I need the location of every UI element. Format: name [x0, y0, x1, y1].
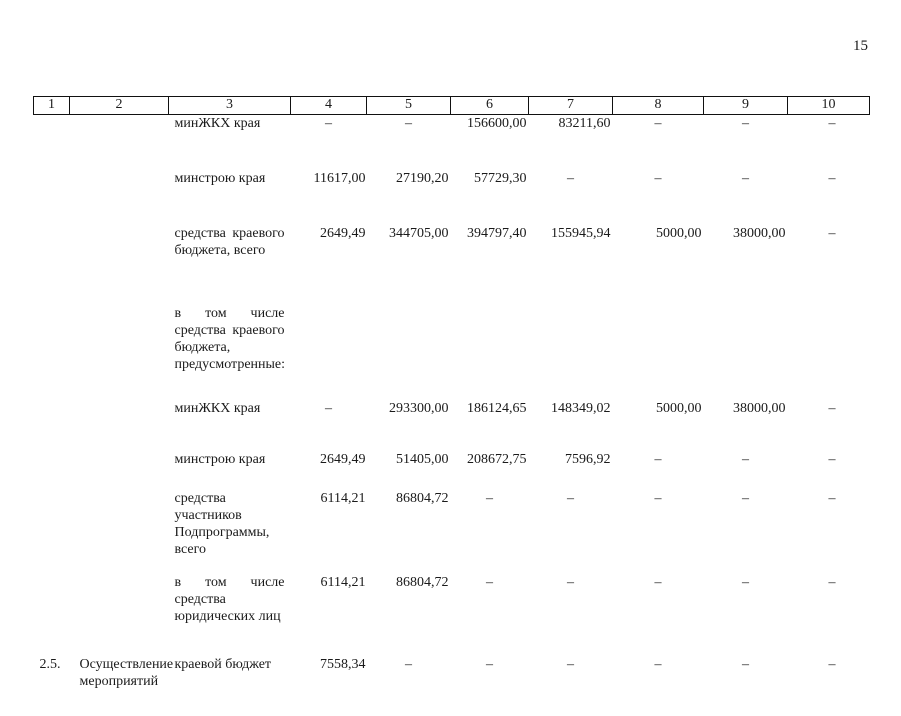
value-cell: 38000,00	[733, 225, 786, 241]
column-header: 2	[70, 97, 169, 115]
value-cell: –	[828, 656, 836, 672]
value-cell: 51405,00	[396, 451, 449, 467]
funding-source: минЖКХ края	[174, 400, 261, 416]
value-cell: –	[742, 170, 749, 186]
value-cell: –	[486, 574, 493, 590]
value-cell: –	[567, 170, 574, 186]
value-cell: –	[567, 574, 574, 590]
column-header: 10	[788, 97, 870, 115]
value-cell	[291, 293, 367, 393]
table-row	[34, 393, 870, 437]
value-cell: –	[654, 656, 662, 672]
funding-source: минстрою края	[174, 170, 266, 186]
value-cell: –	[654, 116, 662, 131]
activity-name	[70, 482, 169, 564]
value-cell: –	[742, 451, 749, 467]
funding-source: в том числе средства краевого бюджета, предусмотренные:	[174, 305, 286, 372]
table-row	[34, 115, 870, 152]
value-cell: –	[742, 490, 749, 506]
value-cell: 7558,34	[320, 656, 366, 672]
funding-source: в том числе средства юридических лиц	[174, 574, 285, 624]
value-cell: –	[486, 656, 493, 672]
budget-table	[33, 96, 870, 716]
value-cell: 394797,40	[467, 225, 527, 241]
value-cell: –	[654, 451, 662, 467]
value-cell	[529, 293, 613, 393]
column-header: 8	[613, 97, 704, 115]
funding-source: минстрою края	[174, 451, 266, 467]
value-cell: 156600,00	[467, 116, 527, 131]
column-header: 1	[34, 97, 70, 115]
row-index	[34, 293, 70, 393]
value-cell: 148349,02	[551, 400, 611, 416]
value-cell: –	[654, 490, 662, 506]
value-cell: –	[486, 490, 493, 506]
row-index: 2.5.	[39, 656, 61, 672]
column-header: 3	[169, 97, 291, 115]
value-cell: 6114,21	[320, 490, 366, 506]
value-cell: –	[405, 116, 412, 131]
value-cell: 27190,20	[396, 170, 449, 186]
value-cell	[613, 293, 704, 393]
value-cell: 208672,75	[467, 451, 527, 467]
value-cell: 83211,60	[558, 116, 611, 131]
value-cell	[367, 293, 451, 393]
column-header: 9	[704, 97, 788, 115]
value-cell: 344705,00	[389, 225, 449, 241]
row-index	[34, 115, 70, 152]
value-cell: 38000,00	[733, 400, 786, 416]
table-row	[34, 482, 870, 564]
row-index	[34, 207, 70, 293]
page-number: 15	[853, 38, 868, 54]
row-index	[34, 437, 70, 482]
value-cell: 86804,72	[396, 490, 449, 506]
activity-name	[70, 115, 169, 152]
value-cell: –	[742, 116, 749, 131]
value-cell: 155945,94	[551, 225, 611, 241]
funding-source: краевой бюджет	[174, 656, 272, 672]
value-cell: –	[828, 451, 836, 467]
value-cell	[451, 293, 529, 393]
value-cell: 5000,00	[656, 225, 702, 241]
column-header: 7	[529, 97, 613, 115]
activity-name	[70, 152, 169, 207]
column-header: 4	[291, 97, 367, 115]
row-index	[34, 152, 70, 207]
value-cell: 7596,92	[565, 451, 611, 467]
value-cell: –	[325, 400, 332, 416]
value-cell: 186124,65	[467, 400, 527, 416]
value-cell	[704, 293, 788, 393]
value-cell: 86804,72	[396, 574, 449, 590]
row-index	[34, 393, 70, 437]
table-row	[34, 207, 870, 293]
value-cell: 5000,00	[656, 400, 702, 416]
value-cell: –	[405, 656, 412, 672]
value-cell: 293300,00	[389, 400, 449, 416]
table-row	[34, 437, 870, 482]
activity-name	[70, 207, 169, 293]
value-cell: –	[742, 574, 749, 590]
value-cell: –	[828, 170, 836, 186]
activity-name: Осуществление мероприятий	[79, 656, 174, 689]
column-header: 6	[451, 97, 529, 115]
table-row	[34, 293, 870, 393]
value-cell: –	[742, 656, 749, 672]
value-cell: 11617,00	[313, 170, 366, 186]
value-cell: 57729,30	[474, 170, 527, 186]
value-cell: 6114,21	[320, 574, 366, 590]
activity-name	[70, 293, 169, 393]
column-header: 5	[367, 97, 451, 115]
table-row	[34, 640, 870, 716]
value-cell: –	[828, 225, 836, 241]
value-cell: –	[325, 116, 332, 131]
value-cell: 2649,49	[320, 451, 366, 467]
activity-name	[70, 437, 169, 482]
value-cell: –	[828, 400, 836, 416]
value-cell	[788, 293, 870, 393]
funding-source: минЖКХ края	[174, 116, 261, 131]
value-cell: –	[567, 656, 574, 672]
funding-source: средства участников Подпрограммы, всего	[174, 490, 270, 557]
value-cell: –	[828, 574, 836, 590]
table-row	[34, 152, 870, 207]
activity-name	[70, 564, 169, 640]
value-cell: –	[828, 116, 836, 131]
value-cell: –	[567, 490, 574, 506]
value-cell: –	[654, 574, 662, 590]
activity-name	[70, 393, 169, 437]
row-index	[34, 482, 70, 564]
column-number-row	[34, 97, 870, 115]
table-row	[34, 564, 870, 640]
row-index	[34, 564, 70, 640]
value-cell: –	[654, 170, 662, 186]
funding-source: средства краевого бюджета, всего	[174, 225, 285, 258]
value-cell: 2649,49	[320, 225, 366, 241]
value-cell: –	[828, 490, 836, 506]
